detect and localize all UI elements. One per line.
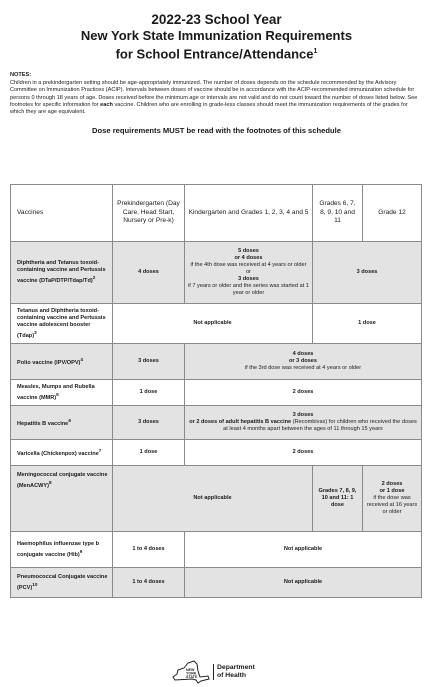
nys-department-of-health-logo [172,660,255,684]
header-kindergarten-grades: Kindergarten and Grades 1, 2, 3, 4 and 5 [185,185,313,242]
title-requirements: New York State Immunization Requirements [80,28,353,43]
immunization-table [10,184,422,598]
title-entrance: for School Entrance/Attendance$^1$ [115,46,318,62]
table-row-menacwy [11,466,422,532]
pcv-prek: 1 to 4 doses [113,568,185,598]
map-text-new: NEW [186,668,195,672]
dtap-grades-6-12: 3 doses [313,242,422,304]
vaccine-name-tdap: Tetanus and Diphtheria toxoid-containing vaccine and Pertussis vaccine adolescent booster (Tdap)$^3$ [11,304,113,344]
mmr-k-12: 2 doses [185,380,422,406]
menacwy-grade-12: 2 doses or 1 dose if the dose was received at 16 years or older [363,466,422,532]
header-grade-12: Grade 12 [363,185,422,242]
map-text-york: YORK [186,671,197,676]
new-york-state-map-icon [172,660,210,684]
hib-k-12: Not applicable [185,532,422,568]
table-row-dtap [11,242,422,304]
logo-text: Department of Health [213,664,255,680]
vaccine-name-varicella: Varicella (Chickenpox) vaccine$^7$ [11,440,113,466]
title-school-year: 2022-23 School Year [151,12,282,27]
hepb-prek: 3 doses [113,406,185,440]
dose-requirements-heading: Dose requirements MUST be read with the footnotes of this schedule [92,125,341,135]
dtap-k5: 5 doses or 4 doses if the 4th dose was received at 4 years or older or 3 doses if 7 years or older and the series was started at 1 year or older [185,242,313,304]
tdap-prek-k5: Not applicable [113,304,313,344]
menacwy-grades-7-11: Grades 7, 8, 9, 10 and 11: 1 dose [313,466,363,532]
polio-prek: 3 doses [113,344,185,380]
varicella-prek: 1 dose [113,440,185,466]
hib-prek: 1 to 4 doses [113,532,185,568]
map-text-state: STATE [186,675,198,679]
table-row-tdap [11,304,422,344]
notes-text: Children in a prekindergarten setting should be age-appropriately immunized. The number of doses depends on the schedule recommended by the Advisory Committee on Immunization Practices (ACIP). Intervals between doses of vaccine should be in accordance with the ACIP-recommended immunization schedule for persons 0 through 18 years of age. Doses received before the minimum age or intervals are not valid and do not count toward the number of doses listed below. See footnotes for specific information for [10,79,418,108]
notes-bold-each: each [100,101,113,108]
menacwy-prek-k5: Not applicable [113,466,313,532]
notes-text-end: vaccine. Children who are enrolling in grade-less classes should meet the immunization requirements of the grades for which they are age equivalent. [10,101,408,116]
table-row-mmr [11,380,422,406]
page-title [0,12,433,62]
vaccine-name-pcv: Pneumococcal Conjugate vaccine (PCV)$^{10}$ [11,568,113,598]
table-header-row [11,185,422,242]
pcv-k-12: Not applicable [185,568,422,598]
table-row-polio [11,344,422,380]
varicella-k-12: 2 doses [185,440,422,466]
vaccine-name-polio: Polio vaccine $(IPV/OPV)^4$ [11,344,113,380]
dtap-prek: 4 doses [113,242,185,304]
vaccine-name-hepb: Hepatitis B vaccine$^6$ [11,406,113,440]
table-row-hib [11,532,422,568]
hepb-k-12: 3 doses or 2 doses of adult hepatitis B vaccine (Recombivax) for children who received the doses at least 4 months apart between the ages of 11 through 15 years [185,406,422,440]
tdap-grades-6-12: 1 dose [313,304,422,344]
title-footnote-mark: 1 [313,48,318,55]
page [0,12,433,687]
vaccine-name-menacwy: Meningococcal conjugate vaccine (MenACWY)$^8$ [11,466,113,532]
table-row-varicella [11,440,422,466]
notes [10,72,423,116]
notes-label: NOTES: [10,72,32,79]
table-row-pcv [11,568,422,598]
polio-k-12: 4 doses or 3 doses if the 3rd dose was received at 4 years or older [185,344,422,380]
vaccine-name-hib: Haemophilus influenzae type b conjugate vaccine (Hib)$^9$ [11,532,113,568]
mmr-prek: 1 dose [113,380,185,406]
header-prekindergarten: Prekindergarten (Day Care, Head Start, Nursery or Pre-k) [113,185,185,242]
table-row-hepb [11,406,422,440]
vaccine-name-dtap: Diphtheria and Tetanus toxoid-containing vaccine and Pertussis vaccine (DTaP/DTP/Tdap/Td)$^2$ [11,242,113,304]
header-grades-6-11: Grades 6, 7, 8, 9, 10 and 11 [313,185,363,242]
vaccine-name-mmr: Measles, Mumps and Rubella vaccine (MMR)$^5$ [11,380,113,406]
header-vaccines: Vaccines [11,185,113,242]
